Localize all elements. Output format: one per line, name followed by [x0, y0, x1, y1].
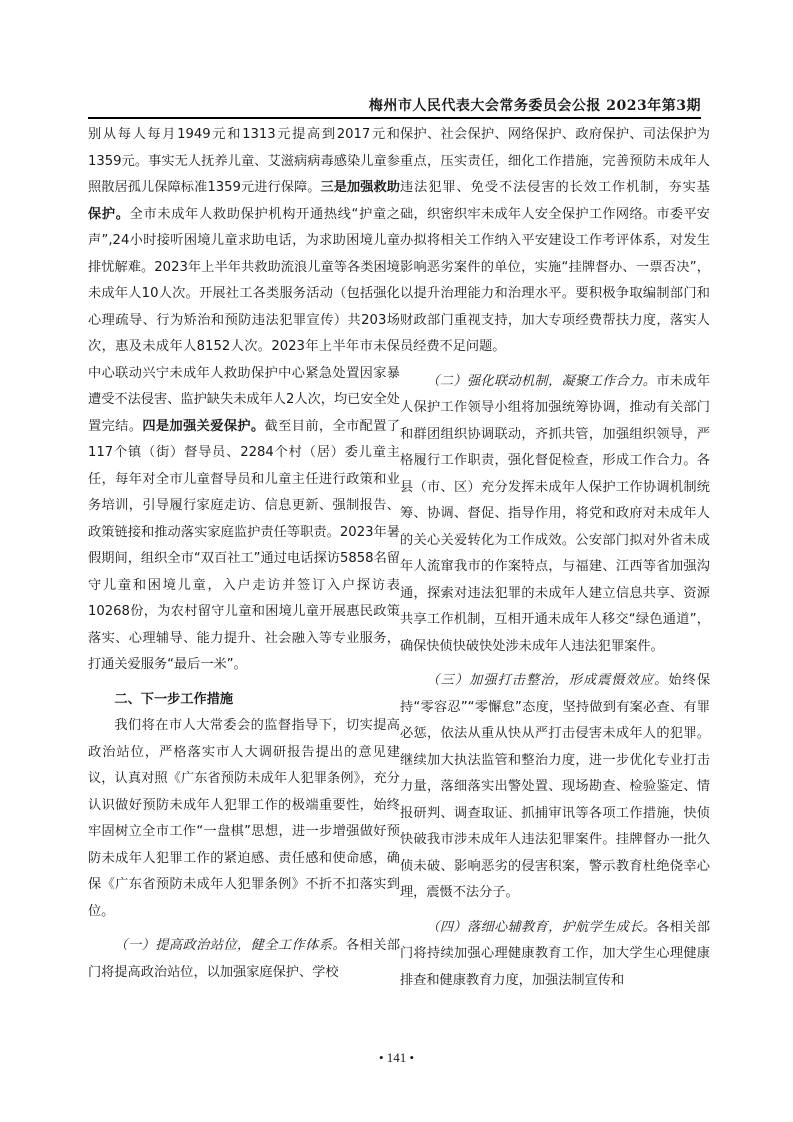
paragraph — [400, 915, 710, 995]
left-column — [88, 122, 400, 986]
paragraph — [400, 369, 710, 661]
right-column — [400, 122, 710, 994]
paragraph: 保护、社会保护、网络保护、政府保护、司法保护为重点，压实责任，细化工作措施，完善预防未成年人违法犯罪、免受不法侵害的长效工作机制，夯实基础，织密织牢未成年人安全保护工作网络。市委平安办拟将相关工作纳入平安建设工作考评体系，对发生影响恶劣案件的单位，实施“挂牌督办、一票否决”，以提升治理能力和治理水平。要积极争取编制部门和财政部门重视支持，加大专项经费帮扶力度，落实人员经费不足问题。 — [400, 127, 710, 354]
text-run: 截至目前，全市配置了117个镇（街）督导员、2284个村（居）委儿童主任，每年对全市儿童督导员和儿童主任进行政策和业务培训，引导履行家庭走访、信息更新、强制报告、政策链接和推动落实家庭监护责任等职责。2023年暑假期间，组织全市“双百社工”通过电话探访5858名留守儿童和困境儿童，入户走访并签订入户探访表10268份，为农村留守儿童和困境儿童开展惠民政策落实、心理辅导、能力提升、社会融入等专业服务，打通关爱服务“最后一米”。 — [88, 418, 401, 672]
journal-header: 梅州市人民代表大会常务委员会公报 2023年第3期 — [368, 98, 701, 114]
text-run: 别从每人每月1949元和1313元提高到2017元和1359元。事实无人抚养儿童、艾滋病病毒感染儿童参照散居孤儿保障标准1359元进行保障。 — [88, 127, 400, 195]
header-rule — [88, 117, 701, 119]
text-run: 各相关部门将持续加强心理健康教育工作，加大学生心理健康排查和健康教育力度，加强法制宣传和 — [400, 919, 711, 988]
paragraph: 我们将在市人大常委会的监督指导下，切实提高政治站位，严格落实市人大调研报告提出的意见建议，认真对照《广东省预防未成年人犯罪条例》，充分认识做好预防未成年人犯罪工作的极端重要性，始终牢固树立全市工作“一盘棋”思想，进一步增强做好预防未成年人犯罪工作的紧迫感、责任感和使命感，确保《广东省预防未成年人犯罪条例》不折不扣落实到位。 — [88, 718, 400, 919]
text-run: 全市未成年人救助保护机构开通热线“护童之声”,24小时接听困境儿童求助电话，为求助困境儿童排忧解难。2023年上半年共救助流浪儿童等各类困境未成年人10人次。开展社工各类服务活动（包括强化心理疏导、行为矫治和预防违法犯罪宣传）共203场次，惠及未成年人8152人次。2023年上半年市未保中心联动兴宁未成年人救助保护中心紧急处置因家暴遭受不法侵害、监护缺失未成年人2人次，均已安全处置完结。 — [88, 206, 400, 434]
text-run: 各相关部门将提高政治站位，以加强家庭保护、学校 — [88, 938, 401, 980]
paragraph — [88, 122, 400, 679]
page-number: • 141 • — [378, 1050, 415, 1065]
subheading: （四）落细心辅教育，护航学生成长。 — [426, 919, 657, 935]
paragraph — [88, 933, 400, 986]
subheading: （三）加强打击整治，形成震慑效应。 — [426, 673, 669, 688]
subheading: （一）提高政治站位，健全工作体系。 — [114, 938, 346, 953]
bold-lead: 四是加强关爱保护。 — [142, 418, 265, 434]
subheading: （二）强化联动机制，凝聚工作合力。 — [426, 373, 657, 389]
paragraph — [400, 668, 710, 907]
text-run: 市未成年人保护工作领导小组将加强统筹协调，推动有关部门和群团组织协调联动，齐抓共管，加强组织领导，严格履行工作职责，强化督促检查，形成工作合力。各县（市、区）充分发挥未成年人保护工作协调机制统筹、协调、督促、指导作用，将党和政府对未成年人的关心关爱转化为工作成效。公安部门拟对外省未成年人流窜我市的作案特点，与福建、江西等省加强沟通，探索对违法犯罪的未成年人建立信息共享、资源共享工作机制，互相开通未成年人移交“绿色通道”，确保快侦快破快处涉未成年人违法犯罪案件。 — [400, 373, 711, 654]
text-run: 始终保持“零容忍”“零懈怠”态度，坚持做到有案必查、有罪必惩，依法从重从快从严打击侵害未成年人的犯罪。继续加大执法监管和整治力度，进一步优化专业打击力量，落细落实出警处置、现场勘查、检验鉴定、情报研判、调查取证、抓捕审讯等各项工作措施，快侦快破我市涉未成年人违法犯罪案件。挂牌督办一批久侦未破、影响恶劣的侵害积案，警示教育杜绝侥幸心理，震慑不法分子。 — [400, 673, 711, 900]
bold-lead: 三是加强救助保护。 — [88, 180, 400, 222]
section-heading: 二、下一步工作措施 — [114, 691, 234, 707]
